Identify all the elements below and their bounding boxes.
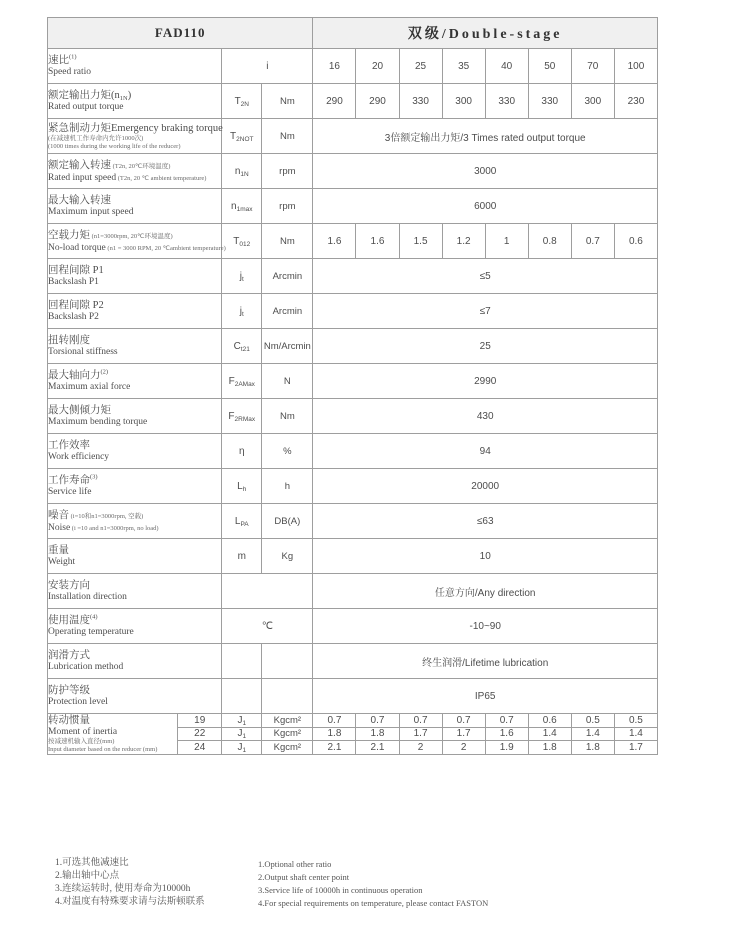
moment-of-inertia-unit-1: Kgcm² [262, 727, 313, 741]
installation-direction-value: 任意方向/Any direction [313, 574, 658, 609]
rated-output-torque-unit: Nm [262, 84, 313, 119]
rated-output-torque-label-line: 额定输出力矩$(n_{1N})$ [48, 90, 132, 102]
lubrication-method-label [48, 644, 222, 679]
work-efficiency-unit: % [262, 434, 313, 469]
row-maximum-bending-torque [48, 399, 658, 434]
service-life-unit: h [262, 469, 313, 504]
no-load-torque-value-0: 1.6 [313, 224, 356, 259]
protection-level-value: IP65 [313, 679, 658, 714]
row-work-efficiency [48, 434, 658, 469]
service-life-symbol: $L_h$ [222, 469, 262, 504]
footnote-en-4: 4.For special requirements on temperature, please contact FASTON [258, 898, 489, 908]
work-efficiency-symbol: η [222, 434, 262, 469]
row-protection-level [48, 679, 658, 714]
maximum-input-speed-label-line: Maximum input speed [48, 207, 134, 217]
moment-of-inertia-label [48, 714, 178, 755]
row-noise [48, 504, 658, 539]
rated-input-speed-symbol: $n_{1N}$ [222, 154, 262, 189]
emergency-braking-torque-label-line: (1000 times during the working life of the reducer) [48, 142, 181, 150]
moment-of-inertia-value-0-1: 0.7 [356, 714, 399, 728]
moment-of-inertia-diameter-2: 24 [178, 741, 222, 755]
maximum-bending-torque-label-line: 最大侧倾力矩 [48, 405, 111, 416]
backlash-p2-value: ≤7 [313, 294, 658, 329]
row-installation-direction [48, 574, 658, 609]
no-load-torque-label-line: 空载力矩 (n1=3000rpm, 20℃环境温度) [48, 229, 173, 241]
emergency-braking-torque-label [48, 119, 222, 154]
row-no-load-torque [48, 224, 658, 259]
rated-output-torque-value-1: 290 [356, 84, 399, 119]
lubrication-method-value: 终生润滑/Lifetime lubrication [313, 644, 658, 679]
maximum-bending-torque-unit: Nm [262, 399, 313, 434]
emergency-braking-torque-unit: Nm [262, 119, 313, 154]
rated-input-speed-value: 3000 [313, 154, 658, 189]
footnotes [55, 857, 675, 917]
backlash-p2-label [48, 294, 222, 329]
moment-of-inertia-value-2-7: 1.7 [614, 741, 657, 755]
row-rated-input-speed [48, 154, 658, 189]
moment-of-inertia-value-1-5: 1.4 [528, 727, 571, 741]
weight-unit: Kg [262, 539, 313, 574]
operating-temperature-label [48, 609, 222, 644]
rated-output-torque-value-3: 300 [442, 84, 485, 119]
protection-level-unit [262, 679, 313, 714]
weight-symbol: m [222, 539, 262, 574]
moment-of-inertia-value-0-4: 0.7 [485, 714, 528, 728]
installation-direction-symbol-unit [222, 574, 313, 609]
service-life-label-line: Service life [48, 487, 92, 497]
spec-table-body [48, 49, 658, 755]
moment-of-inertia-value-0-6: 0.5 [571, 714, 614, 728]
installation-direction-label-line: Installation direction [48, 592, 127, 602]
row-lubrication-method [48, 644, 658, 679]
emergency-braking-torque-label-line: (在减速机工作寿命内允许1000次) [48, 134, 144, 142]
speed-ratio-value-6: 70 [571, 49, 614, 84]
noise-symbol: $L_{PA}$ [222, 504, 262, 539]
moment-of-inertia-diameter-0: 19 [178, 714, 222, 728]
row-rated-output-torque [48, 84, 658, 119]
moment-of-inertia-value-2-6: 1.8 [571, 741, 614, 755]
weight-label [48, 539, 222, 574]
speed-ratio-label-line: Speed ratio [48, 67, 92, 77]
torsional-stiffness-label [48, 329, 222, 364]
backlash-p1-value: ≤5 [313, 259, 658, 294]
no-load-torque-label-line: No-load torque (n1 = 3000 RPM, 20 ℃ambient temperature) [48, 242, 226, 253]
maximum-bending-torque-label [48, 399, 222, 434]
speed-ratio-value-2: 25 [399, 49, 442, 84]
noise-unit: DB(A) [262, 504, 313, 539]
emergency-braking-torque-label-line: 紧急制动力矩Emergency braking torque [48, 122, 223, 134]
lubrication-method-label-line: Lubrication method [48, 662, 124, 672]
maximum-bending-torque-symbol: $F_{2RMax}$ [222, 399, 262, 434]
no-load-torque-label [48, 224, 226, 259]
speed-ratio-label-line: 速比$^{(1)}$ [48, 53, 77, 66]
maximum-axial-force-unit: N [262, 364, 313, 399]
protection-level-label-line: 防护等级 [48, 685, 90, 696]
moment-of-inertia-value-1-3: 1.7 [442, 727, 485, 741]
operating-temperature-label-line: Operating temperature [48, 627, 134, 637]
speed-ratio-symbol-unit: i [222, 49, 313, 84]
moment-of-inertia-label-line: Moment of inertia [48, 727, 118, 737]
rated-output-torque-label-line: Rated output torque [48, 102, 124, 112]
row-maximum-input-speed [48, 189, 658, 224]
work-efficiency-label-line: Work efficiency [48, 452, 110, 462]
moment-of-inertia-value-2-0: 2.1 [313, 741, 356, 755]
backlash-p2-unit: Arcmin [262, 294, 313, 329]
maximum-axial-force-value: 2990 [313, 364, 658, 399]
backlash-p1-label [48, 259, 222, 294]
maximum-bending-torque-label-line: Maximum bending torque [48, 417, 148, 427]
operating-temperature-symbol-unit: ℃ [222, 609, 313, 644]
row-moment-of-inertia-19 [48, 714, 658, 728]
speed-ratio-value-5: 50 [528, 49, 571, 84]
protection-level-label-line: Protection level [48, 697, 108, 707]
speed-ratio-value-0: 16 [313, 49, 356, 84]
maximum-axial-force-label-line: Maximum axial force [48, 382, 131, 392]
moment-of-inertia-value-1-0: 1.8 [313, 727, 356, 741]
row-backlash-p1 [48, 259, 658, 294]
rated-input-speed-label [48, 154, 222, 189]
maximum-input-speed-label [48, 189, 222, 224]
moment-of-inertia-value-1-2: 1.7 [399, 727, 442, 741]
maximum-input-speed-value: 6000 [313, 189, 658, 224]
row-speed-ratio [48, 49, 658, 84]
moment-of-inertia-symbol-1: $J_1$ [222, 727, 262, 741]
noise-label [48, 504, 222, 539]
protection-level-label [48, 679, 222, 714]
moment-of-inertia-label-line: 按减速机输入直径(mm) [48, 738, 115, 745]
emergency-braking-torque-symbol: $T_{2NOT}$ [222, 119, 262, 154]
footnotes-chinese [55, 857, 205, 909]
backlash-p1-symbol: $j_t$ [222, 259, 262, 294]
speed-ratio-value-3: 35 [442, 49, 485, 84]
no-load-torque-symbol: $T_{012}$ [222, 224, 262, 259]
maximum-axial-force-symbol: $F_{2AMax}$ [222, 364, 262, 399]
rated-input-speed-unit: rpm [262, 154, 313, 189]
backlash-p1-label-line: 回程间隙 P1 [48, 265, 104, 276]
backlash-p1-label-line: Backslash P1 [48, 277, 99, 287]
torsional-stiffness-value: 25 [313, 329, 658, 364]
row-backlash-p2 [48, 294, 658, 329]
moment-of-inertia-diameter-1: 22 [178, 727, 222, 741]
weight-label-line: 重量 [48, 545, 69, 556]
moment-of-inertia-value-0-2: 0.7 [399, 714, 442, 728]
model-header: FAD110 [48, 18, 313, 49]
protection-level-symbol [222, 679, 262, 714]
footnote-zh-1: 1.可选其他减速比 [55, 858, 129, 868]
lubrication-method-label-line: 润滑方式 [48, 650, 90, 661]
moment-of-inertia-value-1-1: 1.8 [356, 727, 399, 741]
service-life-label-line: 工作寿命$^{(3)}$ [48, 473, 98, 486]
moment-of-inertia-value-2-2: 2 [399, 741, 442, 755]
row-service-life [48, 469, 658, 504]
maximum-bending-torque-value: 430 [313, 399, 658, 434]
moment-of-inertia-value-1-4: 1.6 [485, 727, 528, 741]
rated-output-torque-value-4: 330 [485, 84, 528, 119]
speed-ratio-value-7: 100 [614, 49, 657, 84]
work-efficiency-value: 94 [313, 434, 658, 469]
speed-ratio-label [48, 49, 222, 84]
moment-of-inertia-value-2-4: 1.9 [485, 741, 528, 755]
no-load-torque-unit: Nm [262, 224, 313, 259]
maximum-axial-force-label [48, 364, 222, 399]
backlash-p1-unit: Arcmin [262, 259, 313, 294]
emergency-braking-torque-value: 3倍额定输出力矩/3 Times rated output torque [313, 119, 658, 154]
rated-output-torque-value-0: 290 [313, 84, 356, 119]
maximum-input-speed-symbol: $n_{1max}$ [222, 189, 262, 224]
maximum-axial-force-label-line: 最大轴向力$^{(2)}$ [48, 368, 109, 381]
moment-of-inertia-label-line: Input diameter based on the reducer (mm) [48, 746, 158, 753]
rated-output-torque-symbol: $T_{2N}$ [222, 84, 262, 119]
rated-input-speed-label-line: 额定输入转速 (T2n, 20℃环境温度) [48, 159, 171, 171]
moment-of-inertia-value-0-3: 0.7 [442, 714, 485, 728]
noise-value: ≤63 [313, 504, 658, 539]
torsional-stiffness-label-line: Torsional stiffness [48, 347, 118, 357]
noise-label-line: 噪音 (i=10和n1=3000rpm, 空载) [48, 509, 144, 521]
torsional-stiffness-label-line: 扭转刚度 [48, 335, 90, 346]
moment-of-inertia-value-2-1: 2.1 [356, 741, 399, 755]
moment-of-inertia-value-1-6: 1.4 [571, 727, 614, 741]
row-weight [48, 539, 658, 574]
moment-of-inertia-symbol-0: $J_1$ [222, 714, 262, 728]
no-load-torque-value-6: 0.7 [571, 224, 614, 259]
table-header-row [48, 18, 658, 49]
work-efficiency-label-line: 工作效率 [48, 440, 90, 451]
rated-output-torque-label [48, 84, 222, 119]
spec-table [47, 17, 658, 755]
maximum-input-speed-unit: rpm [262, 189, 313, 224]
rated-input-speed-label-line: Rated input speed (T2n, 20 ℃ ambient temperature) [48, 172, 207, 183]
no-load-torque-value-1: 1.6 [356, 224, 399, 259]
weight-label-line: Weight [48, 557, 76, 567]
rated-output-torque-value-5: 330 [528, 84, 571, 119]
footnote-zh-2: 2.输出轴中心点 [55, 871, 120, 881]
speed-ratio-value-4: 40 [485, 49, 528, 84]
service-life-label [48, 469, 222, 504]
torsional-stiffness-unit: Nm/Arcmin [262, 329, 313, 364]
moment-of-inertia-value-0-0: 0.7 [313, 714, 356, 728]
moment-of-inertia-value-0-5: 0.6 [528, 714, 571, 728]
lubrication-method-symbol [222, 644, 262, 679]
no-load-torque-value-5: 0.8 [528, 224, 571, 259]
moment-of-inertia-unit-2: Kgcm² [262, 741, 313, 755]
row-emergency-braking-torque [48, 119, 658, 154]
rated-output-torque-value-2: 330 [399, 84, 442, 119]
no-load-torque-value-7: 0.6 [614, 224, 657, 259]
lubrication-method-unit [262, 644, 313, 679]
installation-direction-label-line: 安装方向 [48, 580, 90, 591]
footnote-zh-4: 4.对温度有特殊要求请与法斯顿联系 [55, 897, 205, 907]
row-torsional-stiffness [48, 329, 658, 364]
backlash-p2-symbol: $j_t$ [222, 294, 262, 329]
moment-of-inertia-value-1-7: 1.4 [614, 727, 657, 741]
work-efficiency-label [48, 434, 222, 469]
rated-output-torque-value-7: 230 [614, 84, 657, 119]
installation-direction-label [48, 574, 222, 609]
speed-ratio-value-1: 20 [356, 49, 399, 84]
stage-header: 双级/Double-stage [313, 18, 658, 49]
moment-of-inertia-value-2-5: 1.8 [528, 741, 571, 755]
row-operating-temperature [48, 609, 658, 644]
backlash-p2-label-line: Backslash P2 [48, 312, 99, 322]
service-life-value: 20000 [313, 469, 658, 504]
torsional-stiffness-symbol: $C_{t21}$ [222, 329, 262, 364]
footnote-en-2: 2.Output shaft center point [258, 872, 350, 882]
footnote-en-3: 3.Service life of 10000h in continuous operation [258, 885, 423, 895]
noise-label-line: Noise (i =10 and n1=3000rpm, no load) [48, 522, 159, 533]
rated-output-torque-value-6: 300 [571, 84, 614, 119]
moment-of-inertia-symbol-2: $J_1$ [222, 741, 262, 755]
moment-of-inertia-unit-0: Kgcm² [262, 714, 313, 728]
footnote-en-1: 1.Optional other ratio [258, 859, 332, 869]
maximum-input-speed-label-line: 最大输入转速 [48, 195, 111, 206]
no-load-torque-value-2: 1.5 [399, 224, 442, 259]
weight-value: 10 [313, 539, 658, 574]
row-maximum-axial-force [48, 364, 658, 399]
footnote-zh-3: 3.连续运转时, 使用寿命为10000h [55, 884, 191, 894]
moment-of-inertia-value-0-7: 0.5 [614, 714, 657, 728]
no-load-torque-value-3: 1.2 [442, 224, 485, 259]
footnotes-english [258, 858, 488, 910]
operating-temperature-value: -10~90 [313, 609, 658, 644]
moment-of-inertia-label-line: 转动惯量 [48, 715, 90, 726]
backlash-p2-label-line: 回程间隙 P2 [48, 300, 104, 311]
no-load-torque-value-4: 1 [485, 224, 528, 259]
operating-temperature-label-line: 使用温度$^{(4)}$ [48, 613, 98, 626]
moment-of-inertia-value-2-3: 2 [442, 741, 485, 755]
